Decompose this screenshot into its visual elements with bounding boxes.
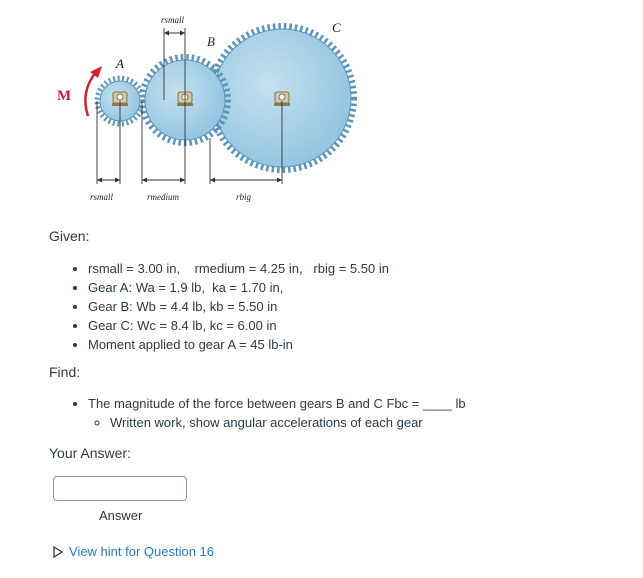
find-item xyxy=(88,394,466,432)
given-item-gear-c: • Gear C: Wc = 8.4 lb, kc = 6.00 in xyxy=(88,316,389,335)
play-triangle-icon xyxy=(53,546,63,558)
given-item-radii: • rsmall = 3.00 in, rmedium = 4.25 in, rbig = 5.50 in xyxy=(88,259,389,278)
your-answer-label: Your Answer: xyxy=(49,445,131,461)
gear-diagram xyxy=(40,8,450,208)
moment-arrow-icon xyxy=(85,72,96,116)
r-small-top-label: rsmall xyxy=(161,15,185,25)
answer-input[interactable] xyxy=(53,476,187,501)
given-item-gear-a: • Gear A: Wa = 1.9 lb, ka = 1.70 in, xyxy=(88,278,389,297)
gear-train-figure xyxy=(40,8,450,208)
r-big-label: rbig xyxy=(236,192,252,202)
find-subitem: ◦ Written work, show angular accelerations of each gear xyxy=(110,413,466,432)
given-item-moment: • Moment applied to gear A = 45 lb-in xyxy=(88,335,389,354)
gear-c-label: C xyxy=(332,20,341,35)
find-item-text: The magnitude of the force between gears B and C Fbc = ____ lb xyxy=(88,396,466,411)
given-heading: Given: xyxy=(49,228,90,244)
find-list xyxy=(71,394,466,432)
view-hint-text: View hint for Question 16 xyxy=(69,544,215,559)
gear-b-label: B xyxy=(207,34,215,49)
moment-label: M xyxy=(57,88,72,104)
given-list xyxy=(71,259,389,354)
given-item-gear-b: • Gear B: Wb = 4.4 lb, kb = 5.50 in xyxy=(88,297,389,316)
r-small-bottom-label: rsmall xyxy=(90,192,114,202)
gear-a-label: A xyxy=(116,56,124,71)
r-medium-label: rmedium xyxy=(147,192,179,202)
find-heading: Find: xyxy=(49,364,81,380)
answer-caption: Answer xyxy=(99,508,143,523)
view-hint-link[interactable] xyxy=(53,544,214,559)
